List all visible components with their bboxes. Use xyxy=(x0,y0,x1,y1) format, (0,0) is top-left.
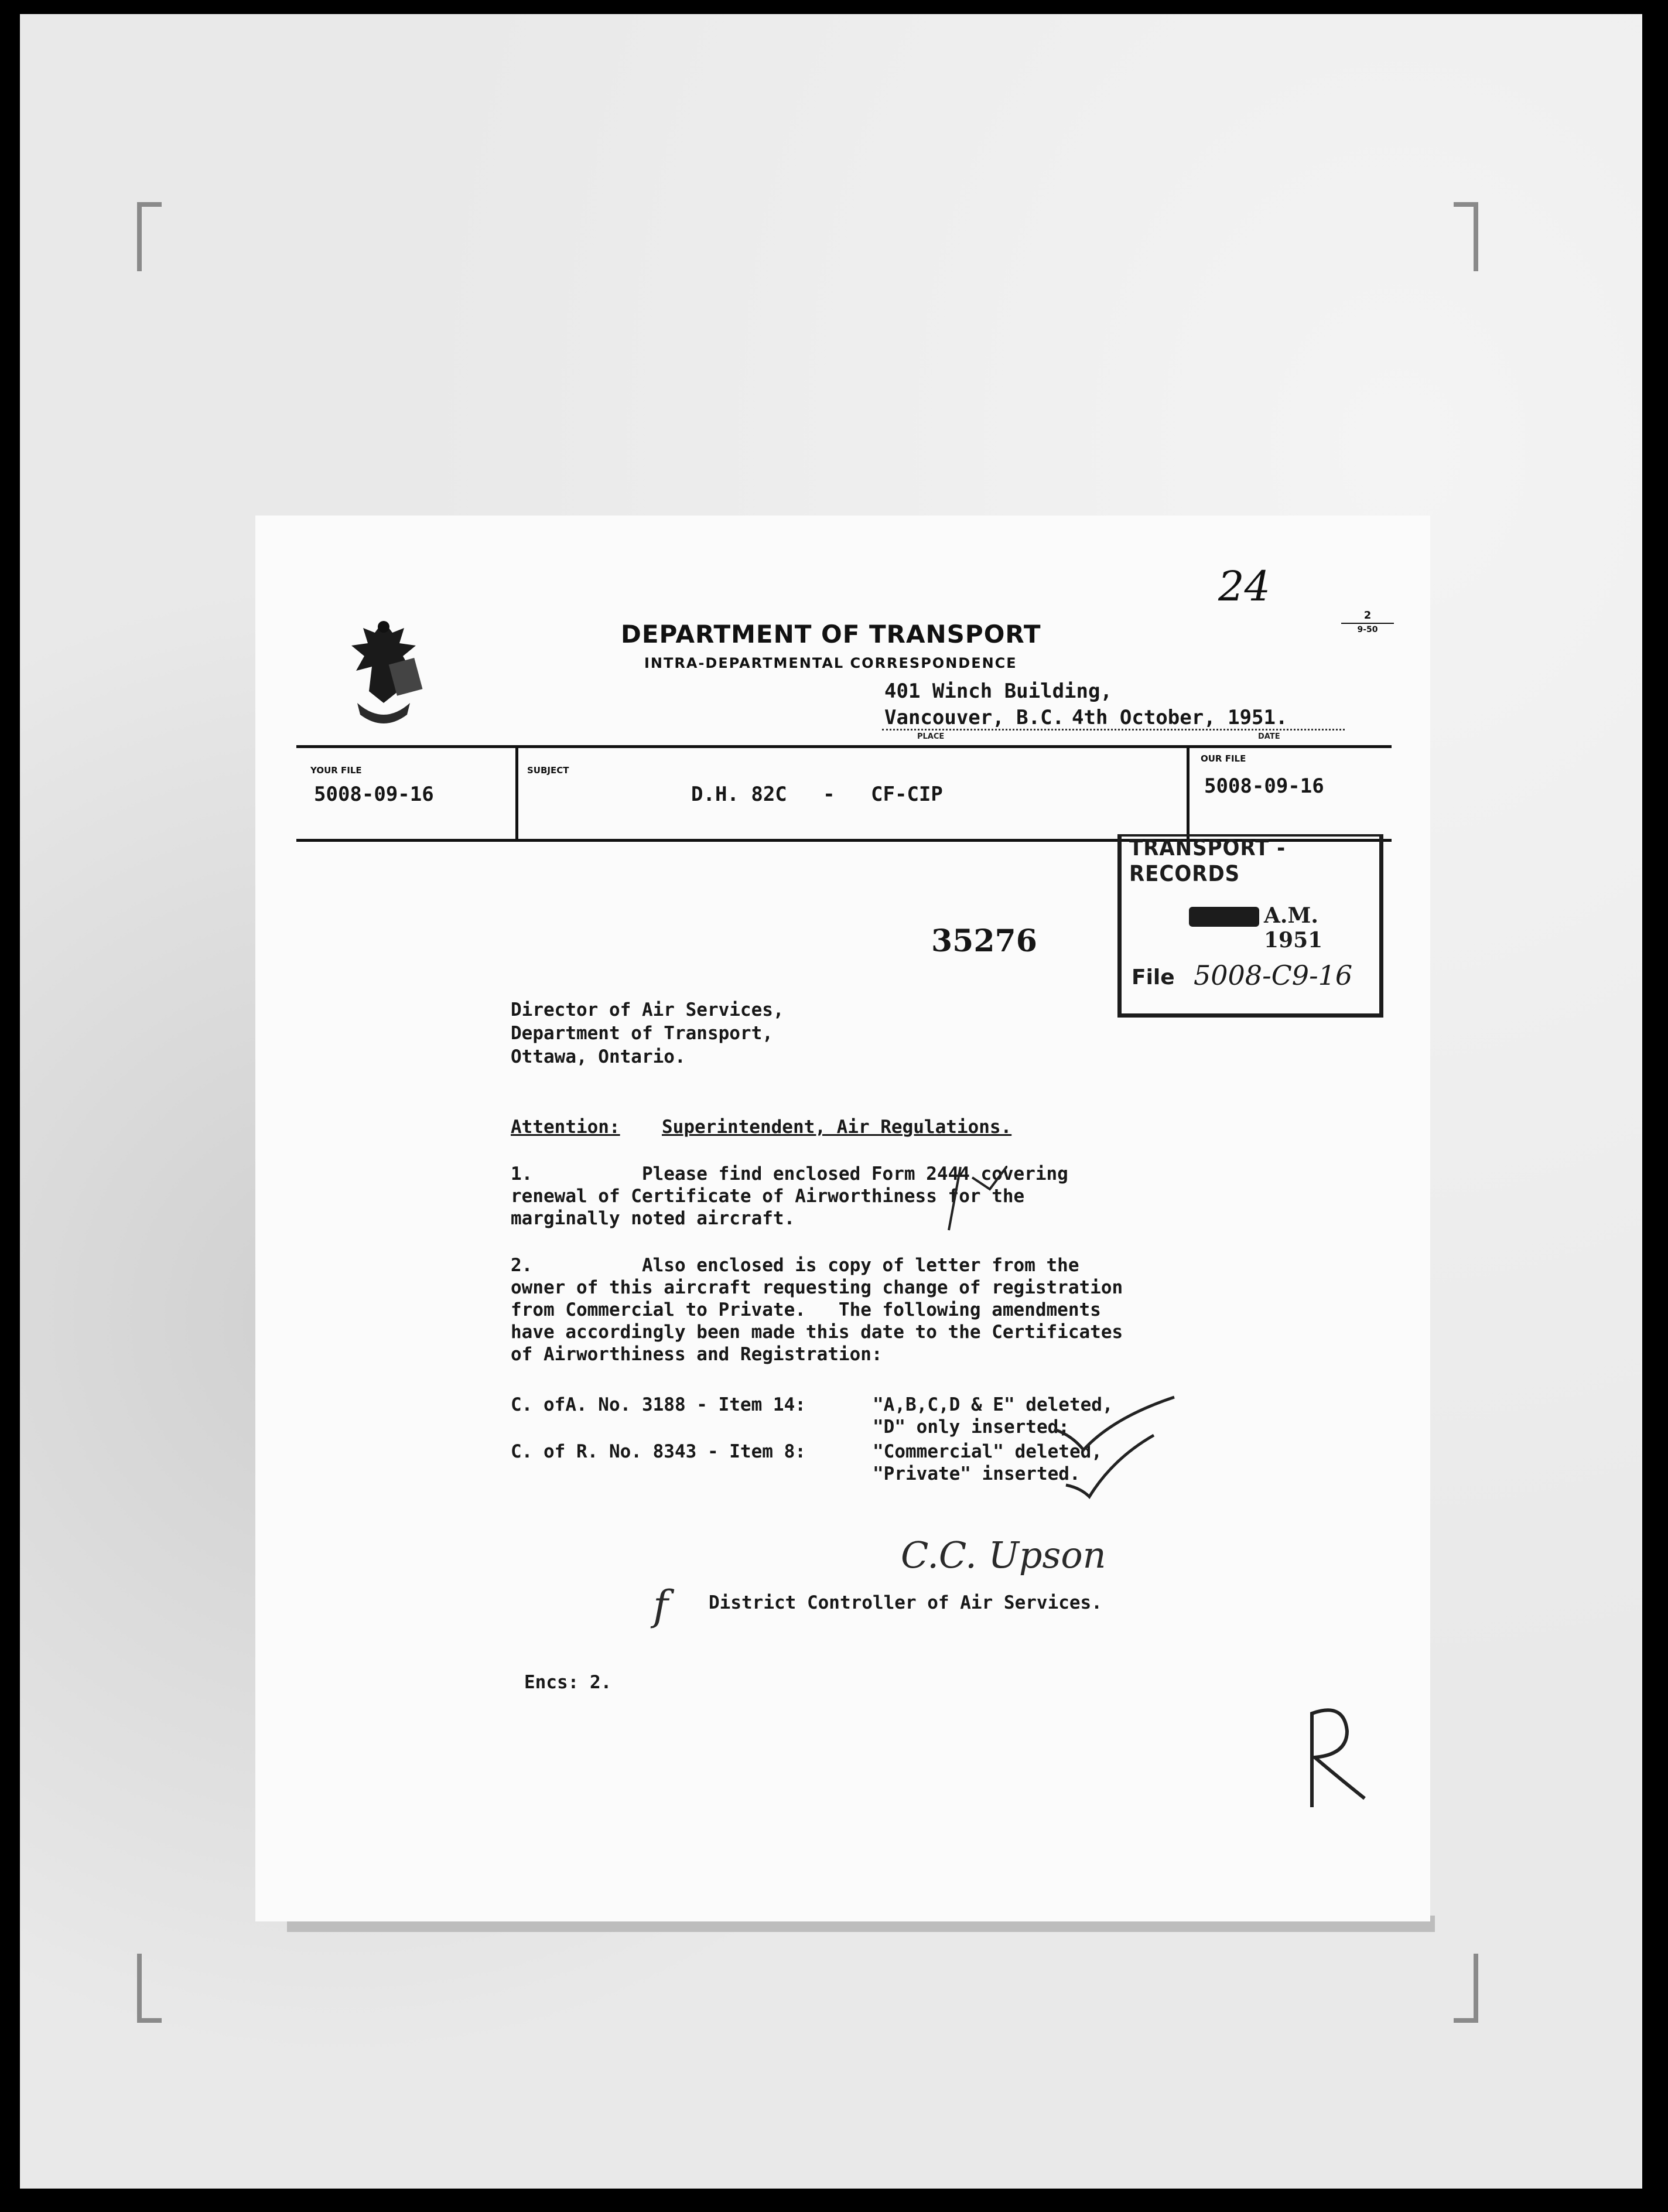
file-box-divider-2 xyxy=(1187,745,1190,839)
amendment-change: "Private" inserted. xyxy=(873,1463,1081,1484)
paragraph-2-line: have accordingly been made this date to the Certificates xyxy=(511,1322,1123,1343)
coat-of-arms-icon xyxy=(334,615,433,732)
paragraph-2-line: from Commercial to Private. The following amendments xyxy=(511,1299,1101,1320)
addressee-line: Department of Transport, xyxy=(511,1023,773,1044)
signature-prefix: f xyxy=(653,1582,668,1630)
paragraph-2-line: of Airworthiness and Registration: xyxy=(511,1344,883,1365)
our-file-value: 5008-09-16 xyxy=(1204,774,1324,798)
attention-value: Superintendent, Air Regulations. xyxy=(662,1117,1012,1138)
amendment-reference: C. ofA. No. 3188 - Item 14: xyxy=(511,1394,806,1415)
amendment-change: "D" only inserted; xyxy=(873,1416,1069,1438)
crop-mark-bottom-left xyxy=(137,1954,162,2023)
paragraph-2-line: owner of this aircraft requesting change of registration xyxy=(511,1277,1123,1298)
form-number-value: 2 xyxy=(1341,609,1394,624)
paragraph-1-line: marginally noted aircraft. xyxy=(511,1208,795,1229)
address-line-1: 401 Winch Building, xyxy=(884,680,1112,703)
amendment-change: "A,B,C,D & E" deleted, xyxy=(873,1394,1113,1415)
form-number xyxy=(1341,609,1394,634)
our-file-label: OUR FILE xyxy=(1201,753,1246,764)
stamp-ink-blot xyxy=(1189,907,1259,927)
paragraph-1-line: renewal of Certificate of Airworthiness for the xyxy=(511,1186,1025,1207)
enclosures: Encs: 2. xyxy=(524,1672,612,1693)
letter-date: 4th October, 1951. xyxy=(1072,706,1288,729)
transport-records-stamp xyxy=(1117,834,1381,1016)
crop-mark-bottom-right xyxy=(1454,1954,1478,2023)
handwritten-page-number: 24 xyxy=(1218,562,1271,610)
signature-handwritten-name: C.C. Upson xyxy=(901,1534,1106,1576)
subject-value: D.H. 82C - CF-CIP xyxy=(691,783,943,806)
handwritten-initial-r xyxy=(1288,1699,1370,1816)
addressee-line: Director of Air Services, xyxy=(511,999,784,1020)
addressee-line: Ottawa, Ontario. xyxy=(511,1046,686,1067)
your-file-value: 5008-09-16 xyxy=(314,783,434,806)
signature-title: District Controller of Air Services. xyxy=(709,1592,1102,1613)
place-label: PLACE xyxy=(917,732,945,741)
form-number-date: 9-50 xyxy=(1357,625,1378,634)
department-title: DEPARTMENT OF TRANSPORT xyxy=(621,620,1041,648)
stamp-file-label: File xyxy=(1132,965,1175,989)
paragraph-2-line: 2. Also enclosed is copy of letter from the xyxy=(511,1255,1079,1276)
crop-mark-top-right xyxy=(1454,202,1478,271)
your-file-label: YOUR FILE xyxy=(310,765,362,776)
reference-number: 35276 xyxy=(931,923,1037,959)
attention-label: Attention: xyxy=(511,1117,620,1138)
stamp-file-handwritten: 5008-C9-16 xyxy=(1194,960,1353,991)
amendment-reference: C. of R. No. 8343 - Item 8: xyxy=(511,1441,806,1462)
address-line-2: Vancouver, B.C. xyxy=(884,706,1065,729)
paragraph-1-line: 1. Please find enclosed Form 2444 covering xyxy=(511,1163,1068,1184)
department-subtitle: INTRA-DEPARTMENTAL CORRESPONDENCE xyxy=(644,655,1017,671)
checkmark-icon xyxy=(1048,1394,1189,1500)
checkmark-icon xyxy=(925,1166,1007,1236)
file-box-divider-1 xyxy=(515,745,518,839)
stamp-header: TRANSPORT - RECORDS xyxy=(1129,835,1286,887)
date-label: DATE xyxy=(1258,732,1280,741)
amendment-change: "Commercial" deleted, xyxy=(873,1441,1102,1462)
place-date-dotted-line xyxy=(882,729,1345,730)
subject-label: SUBJECT xyxy=(527,765,569,776)
stamp-middle: A.M. 1951 xyxy=(1264,903,1323,953)
crop-mark-top-left xyxy=(137,202,162,271)
